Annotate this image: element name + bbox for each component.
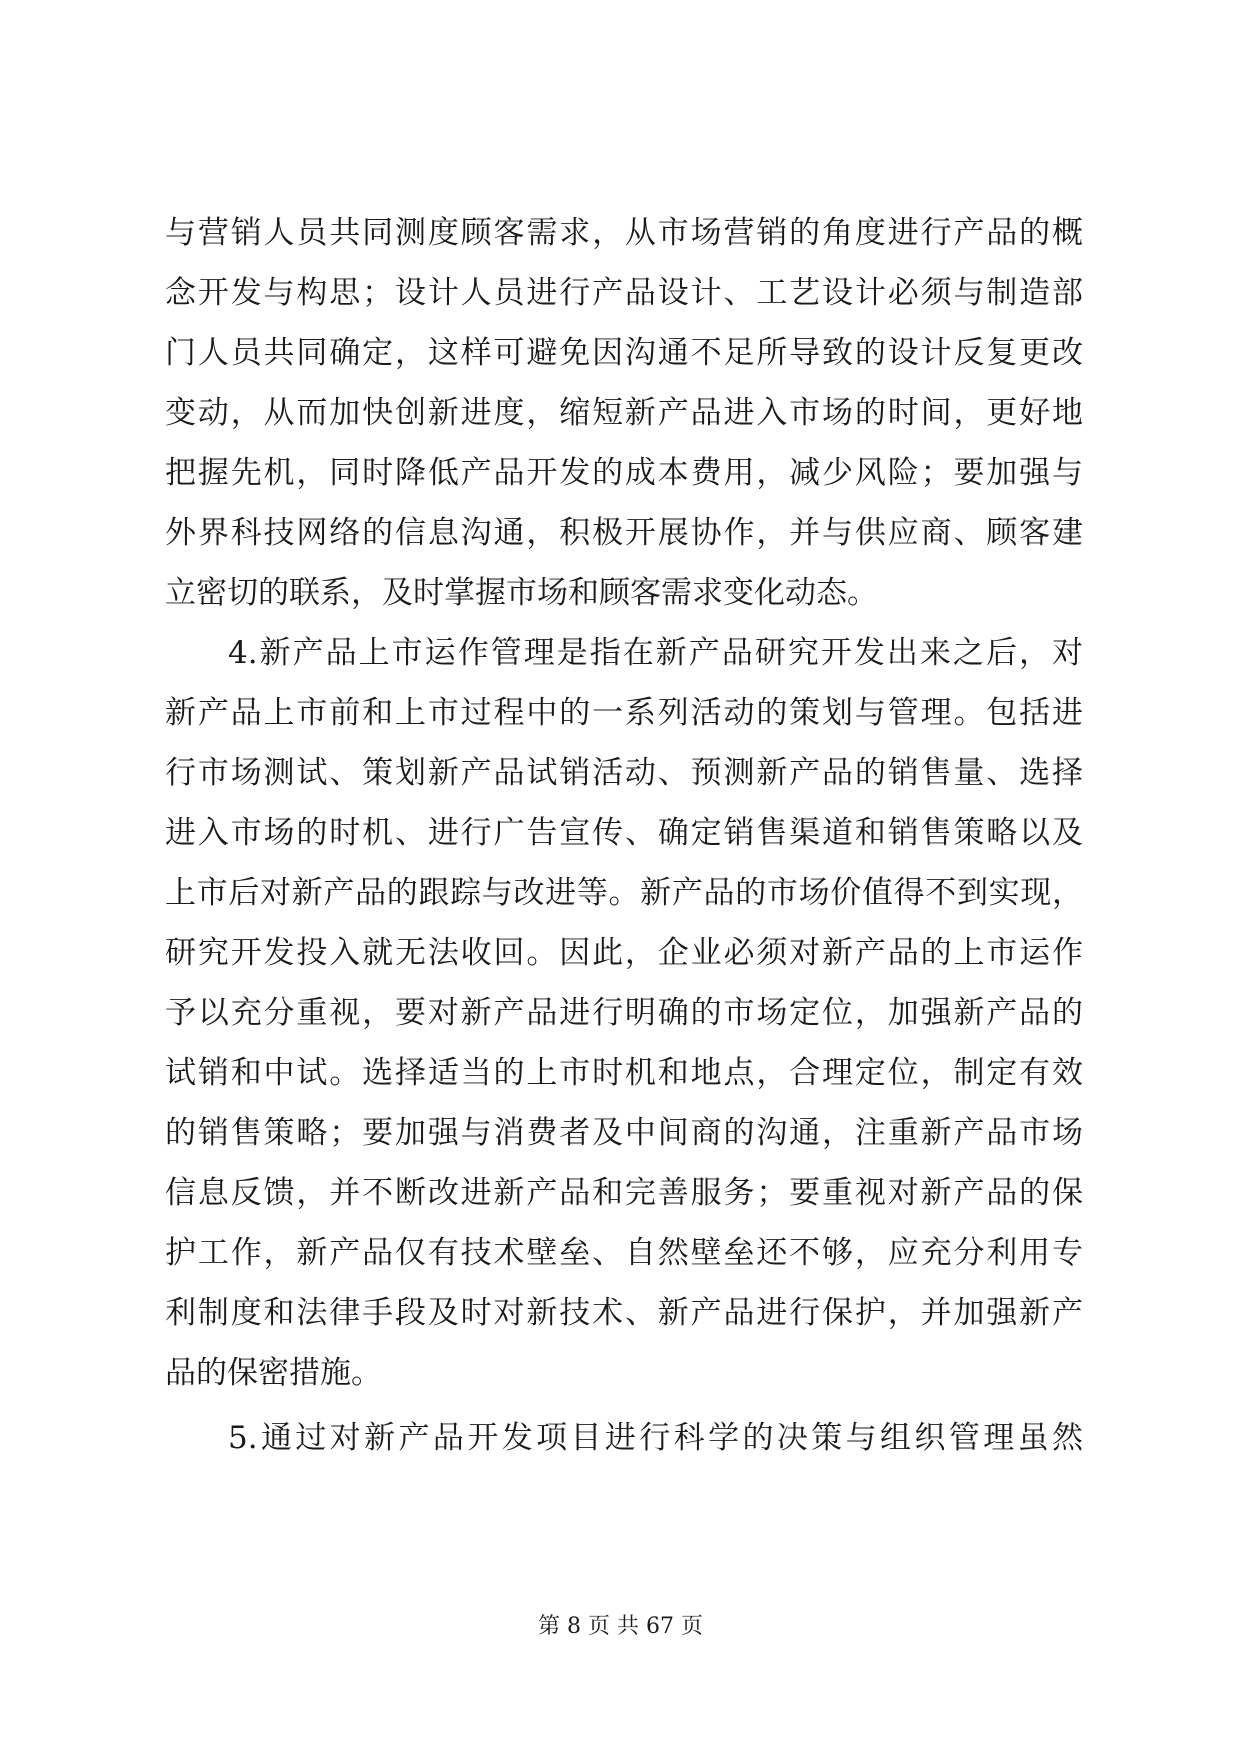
- body-text-line: 行市场测试、策划新产品试销活动、预测新产品的销售量、选择: [165, 755, 1083, 791]
- body-text-line: 门人员共同确定，这样可避免因沟通不足所导致的设计反复更改: [165, 335, 1083, 371]
- body-text-line: 试销和中试。选择适当的上市时机和地点，合理定位，制定有效: [165, 1055, 1083, 1091]
- body-text-line: 利制度和法律手段及时对新技术、新产品进行保护，并加强新产: [165, 1295, 1083, 1331]
- body-text-line: 信息反馈，并不断改进新产品和完善服务；要重视对新产品的保: [165, 1175, 1083, 1211]
- body-text-line: 与营销人员共同测度顾客需求，从市场营销的角度进行产品的概: [165, 215, 1083, 251]
- body-text-line: 变动，从而加快创新进度，缩短新产品进入市场的时间，更好地: [165, 395, 1083, 431]
- body-text-line: 予以充分重视，要对新产品进行明确的市场定位，加强新产品的: [165, 995, 1083, 1031]
- body-text-line: 把握先机，同时降低产品开发的成本费用，减少风险；要加强与: [165, 455, 1083, 491]
- body-text-line: 立密切的联系，及时掌握市场和顾客需求变化动态。: [165, 575, 878, 611]
- body-text-line: 研究开发投入就无法收回。因此，企业必须对新产品的上市运作: [165, 935, 1083, 971]
- body-text-line: 上市后对新产品的跟踪与改进等。新产品的市场价值得不到实现，: [165, 875, 1083, 911]
- body-text-line: 品的保密措施。: [165, 1355, 382, 1391]
- paragraph-5-first-line: 5.通过对新产品开发项目进行科学的决策与组织管理虽然: [228, 1420, 1083, 1456]
- body-text-line: 念开发与构思；设计人员进行产品设计、工艺设计必须与制造部: [165, 275, 1083, 311]
- paragraph-4-first-line: 4.新产品上市运作管理是指在新产品研究开发出来之后，对: [228, 635, 1083, 671]
- body-text-line: 新产品上市前和上市过程中的一系列活动的策划与管理。包括进: [165, 695, 1083, 731]
- body-text-line: 的销售策略；要加强与消费者及中间商的沟通，注重新产品市场: [165, 1115, 1083, 1151]
- page-number-footer: 第 8 页 共 67 页: [538, 1614, 703, 1639]
- body-text-line: 进入市场的时机、进行广告宣传、确定销售渠道和销售策略以及: [165, 815, 1083, 851]
- body-text-line: 外界科技网络的信息沟通，积极开展协作，并与供应商、顾客建: [165, 515, 1083, 551]
- body-text-line: 护工作，新产品仅有技术壁垒、自然壁垒还不够，应充分利用专: [165, 1235, 1083, 1271]
